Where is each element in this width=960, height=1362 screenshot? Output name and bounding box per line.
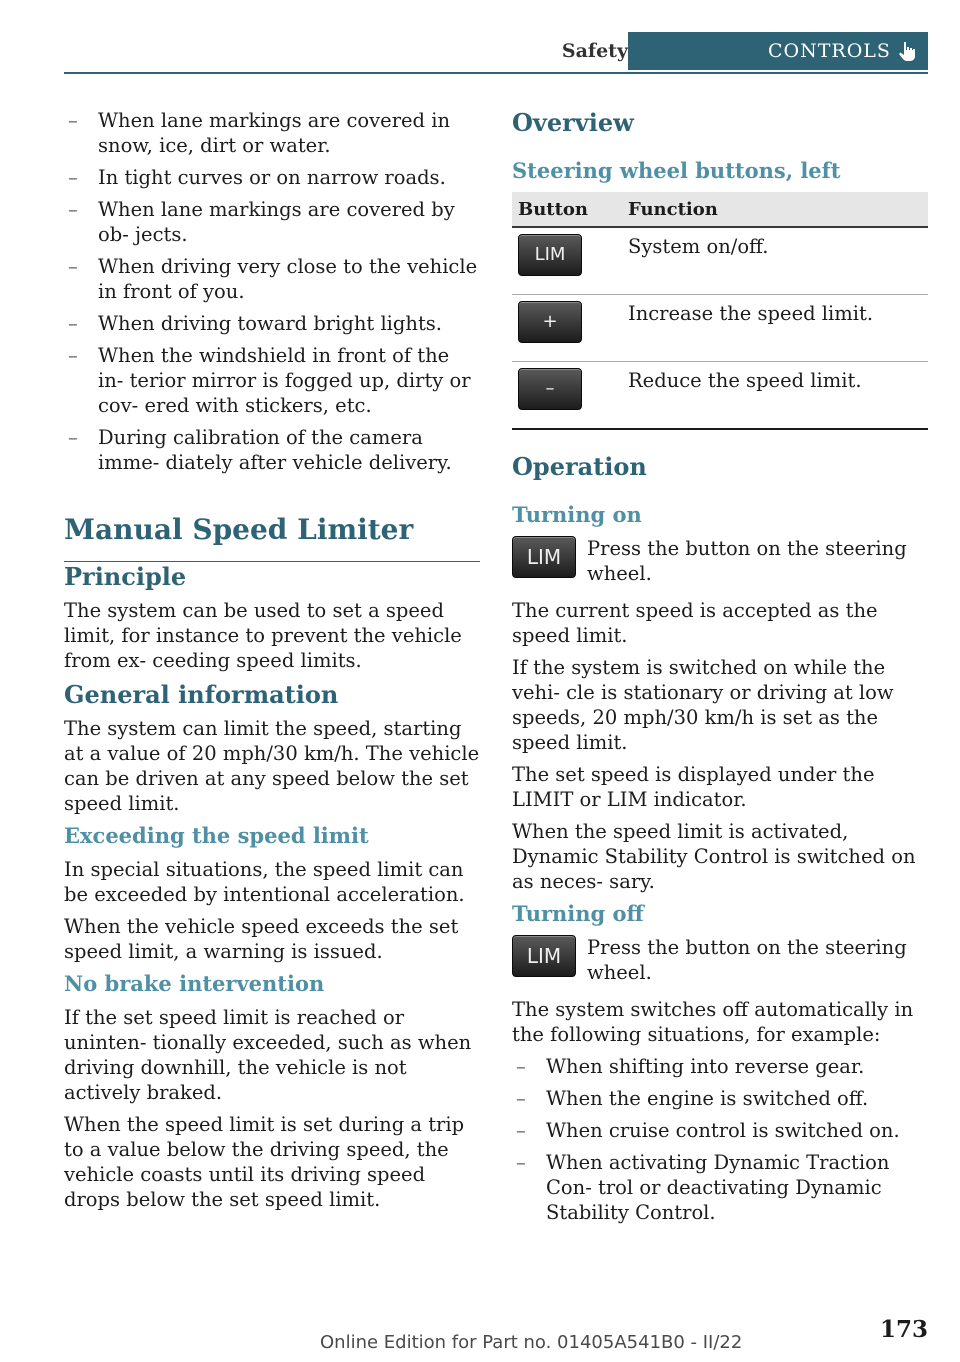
list-item: – When activating Dynamic Traction Con‐ trol or deactivating Dynamic Stability Control.	[512, 1150, 928, 1225]
list-item: – When lane markings are covered in snow, ice, dirt or water.	[64, 108, 480, 158]
turning-on-instruction	[512, 536, 928, 588]
turning-on-instruction-text: Press the button on the steering wheel.	[587, 537, 907, 585]
table-header-function: Function	[622, 192, 928, 227]
hand-pointer-icon	[896, 40, 918, 62]
list-item: – When shifting into reverse gear.	[512, 1054, 928, 1079]
list-item: – When the windshield in front of the in‐ terior mirror is fogged up, dirty or cov‐ ered with stickers, etc.	[64, 343, 480, 418]
turning-on-text-2: If the system is switched on while the vehi‐ cle is stationary or driving at low speeds, 20 mph/30 km/h is set as the speed limit.	[512, 656, 894, 754]
lim-button-icon: LIM	[512, 935, 576, 977]
turning-on-text-4: When the speed limit is activated, Dynamic Stability Control is switched on as neces‐ sary.	[512, 820, 916, 893]
minus-button-icon: –	[518, 368, 582, 410]
exceeding-text-2: When the vehicle speed exceeds the set speed limit, a warning is issued.	[64, 915, 459, 963]
right-column	[512, 108, 928, 1232]
table-cell: Increase the speed limit.	[622, 295, 928, 362]
page-footer	[200, 1316, 928, 1356]
list-item: – When driving very close to the vehicle in front of you.	[64, 254, 480, 304]
edition-note: Online Edition for Part no. 01405A541B0 - II/22	[320, 1332, 743, 1353]
lim-button-icon: LIM	[512, 536, 576, 578]
turning-off-text: The system switches off automatically in the following situations, for example:	[512, 998, 914, 1046]
chapter-title: Manual Speed Limiter	[64, 513, 480, 562]
general-heading: General information	[64, 680, 339, 709]
turning-off-instruction-text: Press the button on the steering wheel.	[587, 936, 907, 984]
header-chapter-box	[628, 32, 928, 70]
general-text: The system can limit the speed, starting at a value of 20 mph/30 km/h. The vehicle can be driven at any speed below the set speed limit.	[64, 717, 480, 815]
list-item: – In tight curves or on narrow roads.	[64, 165, 480, 190]
overview-heading: Overview	[512, 108, 634, 137]
list-item: – When cruise control is switched on.	[512, 1118, 928, 1143]
steering-heading: Steering wheel buttons, left	[512, 158, 841, 183]
table-row	[512, 362, 928, 430]
plus-button-icon: +	[518, 301, 582, 343]
operation-heading: Operation	[512, 452, 647, 481]
header-section: Safety	[561, 40, 628, 62]
turning-off-instruction	[512, 935, 928, 987]
turning-off-heading: Turning off	[512, 901, 644, 926]
turning-on-text-3: The set speed is displayed under the LIMIT or LIM indicator.	[512, 763, 875, 811]
list-item: – When lane markings are covered by ob‐ jects.	[64, 197, 480, 247]
table-header-button: Button	[512, 192, 622, 227]
turning-on-text-1: The current speed is accepted as the speed limit.	[512, 599, 878, 647]
conditions-list	[64, 108, 480, 475]
table-row	[512, 295, 928, 362]
switch-off-list	[512, 1054, 928, 1225]
nobrake-text-2: When the speed limit is set during a trip to a value below the driving speed, the vehicle coasts until its driving speed drops below the set speed limit.	[64, 1113, 465, 1211]
page-header	[64, 32, 928, 74]
exceeding-heading: Exceeding the speed limit	[64, 823, 369, 848]
header-chapter: CONTROLS	[768, 40, 891, 62]
principle-text: The system can be used to set a speed limit, for instance to prevent the vehicle from ex‐ ceeding speed limits.	[64, 599, 462, 672]
buttons-table	[512, 192, 928, 430]
principle-heading: Principle	[64, 562, 187, 591]
nobrake-text-1: If the set speed limit is reached or uninten‐ tionally exceeded, such as when driving downhill, the vehicle is not actively braked.	[64, 1006, 472, 1104]
table-row	[512, 227, 928, 295]
table-cell: System on/off.	[622, 227, 928, 295]
list-item: – During calibration of the camera imme‐ diately after vehicle delivery.	[64, 425, 480, 475]
turning-on-heading: Turning on	[512, 502, 642, 527]
lim-button-icon: LIM	[518, 234, 582, 276]
page-number: 173	[879, 1316, 928, 1343]
table-cell: Reduce the speed limit.	[622, 362, 928, 430]
nobrake-heading: No brake intervention	[64, 971, 325, 996]
left-column	[64, 108, 480, 1219]
exceeding-text-1: In special situations, the speed limit can be exceeded by intentional acceleration.	[64, 858, 465, 906]
list-item: – When driving toward bright lights.	[64, 311, 480, 336]
list-item: – When the engine is switched off.	[512, 1086, 928, 1111]
